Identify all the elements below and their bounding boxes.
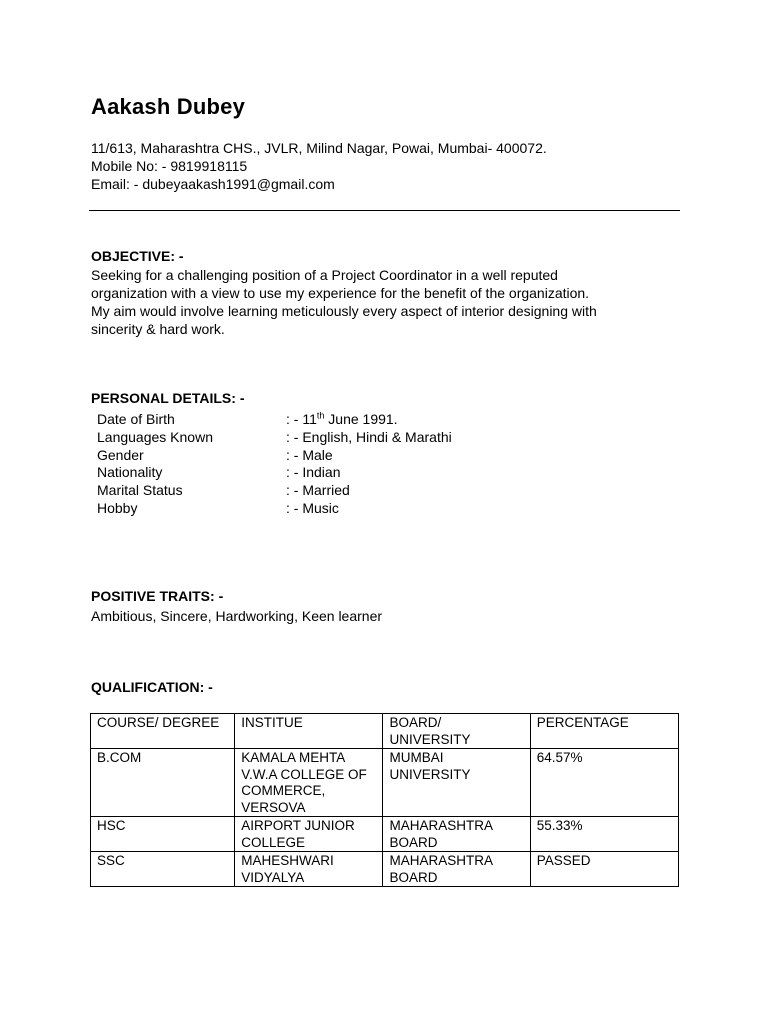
table-row — [91, 852, 679, 887]
cell-line: INSTITUE — [241, 715, 303, 730]
cell-line: UNIVERSITY — [389, 731, 471, 747]
detail-label: Nationality — [97, 464, 163, 481]
personal-detail-row — [97, 410, 452, 428]
cell-line: COLLEGE — [241, 834, 306, 850]
cell-line: BOARD — [389, 834, 438, 850]
contact-block — [91, 139, 547, 193]
table-cell — [235, 852, 383, 887]
mobile-number: Mobile No: - 9819918115 — [91, 158, 248, 174]
table-header-row — [91, 714, 679, 749]
personal-detail-row — [97, 499, 452, 517]
objective-text — [91, 266, 681, 338]
table-cell — [530, 749, 678, 817]
table-cell — [383, 817, 530, 852]
table-header-cell — [91, 714, 235, 749]
objective-heading: OBJECTIVE: - — [91, 248, 184, 264]
cell-line: 55.33% — [536, 818, 583, 833]
cell-line: HSC — [97, 818, 126, 833]
table-header-cell — [383, 714, 530, 749]
objective-line: My aim would involve learning meticulously every aspect of interior designing with — [91, 303, 597, 319]
objective-line: Seeking for a challenging position of a Project Coordinator in a well reputed — [91, 267, 558, 283]
detail-label: Languages Known — [97, 428, 213, 445]
cell-line: SSC — [97, 853, 125, 868]
cell-line: BOARD/ — [389, 715, 442, 730]
table-header-cell — [235, 714, 383, 749]
cell-line: MUMBAI — [389, 750, 444, 765]
personal-detail-row — [97, 463, 452, 481]
table-cell — [91, 852, 235, 887]
cell-line: B.COM — [97, 750, 142, 765]
personal-detail-row — [97, 481, 452, 499]
detail-label: Marital Status — [97, 482, 183, 499]
detail-label: Gender — [97, 446, 144, 463]
table-row — [91, 749, 679, 817]
personal-detail-row — [97, 428, 452, 446]
detail-value: : - Married — [286, 482, 350, 499]
detail-label: Date of Birth — [97, 411, 175, 427]
cell-line: UNIVERSITY — [389, 766, 471, 782]
objective-line: sincerity & hard work. — [91, 321, 225, 337]
cell-line: 64.57% — [536, 750, 583, 765]
cell-line: BOARD — [389, 869, 438, 885]
personal-details-list — [97, 410, 452, 517]
qualification-table — [90, 713, 679, 887]
table-cell — [235, 817, 383, 852]
cell-line: V.W.A COLLEGE OF — [241, 766, 367, 782]
detail-value: : - Indian — [286, 464, 341, 481]
table-cell — [383, 852, 530, 887]
personal-detail-row — [97, 446, 452, 464]
table-header-cell — [530, 714, 678, 749]
cell-line: MAHESHWARI — [241, 853, 334, 868]
table-cell — [530, 817, 678, 852]
detail-value: : - Music — [286, 499, 339, 516]
cell-line: VIDYALYA — [241, 869, 305, 885]
detail-label: Hobby — [97, 499, 138, 516]
qualification-heading: QUALIFICATION: - — [91, 679, 213, 695]
table-cell — [91, 749, 235, 817]
table-cell — [235, 749, 383, 817]
cell-line: AIRPORT JUNIOR — [241, 818, 355, 833]
address: 11/613, Maharashtra CHS., JVLR, Milind Nagar, Powai, Mumbai- 400072. — [91, 140, 547, 156]
table-row — [91, 817, 679, 852]
email-address: Email: - dubeyaakash1991@gmail.com — [91, 176, 335, 192]
header-divider — [89, 210, 680, 211]
cell-line: PASSED — [536, 853, 591, 868]
table-cell — [91, 817, 235, 852]
detail-value: : - English, Hindi & Marathi — [286, 428, 452, 445]
cell-line: VERSOVA — [241, 799, 306, 815]
cell-line: COMMERCE, — [241, 783, 326, 798]
detail-value: : - Male — [286, 446, 333, 463]
cell-line: PERCENTAGE — [536, 715, 629, 730]
candidate-name: Aakash Dubey — [91, 94, 246, 119]
cell-line: KAMALA MEHTA — [241, 750, 346, 765]
personal-details-heading: PERSONAL DETAILS: - — [91, 390, 245, 406]
cell-line: MAHARASHTRA — [389, 818, 493, 833]
cell-line: COURSE/ DEGREE — [97, 715, 220, 730]
detail-value: : - 11th June 1991. — [286, 410, 398, 427]
objective-line: organization with a view to use my experience for the benefit of the organization. — [91, 285, 590, 301]
table-cell — [383, 749, 530, 817]
cell-line: MAHARASHTRA — [389, 853, 493, 868]
positive-traits-heading: POSITIVE TRAITS: - — [91, 588, 224, 604]
positive-traits-text: Ambitious, Sincere, Hardworking, Keen learner — [91, 608, 383, 624]
table-cell — [530, 852, 678, 887]
